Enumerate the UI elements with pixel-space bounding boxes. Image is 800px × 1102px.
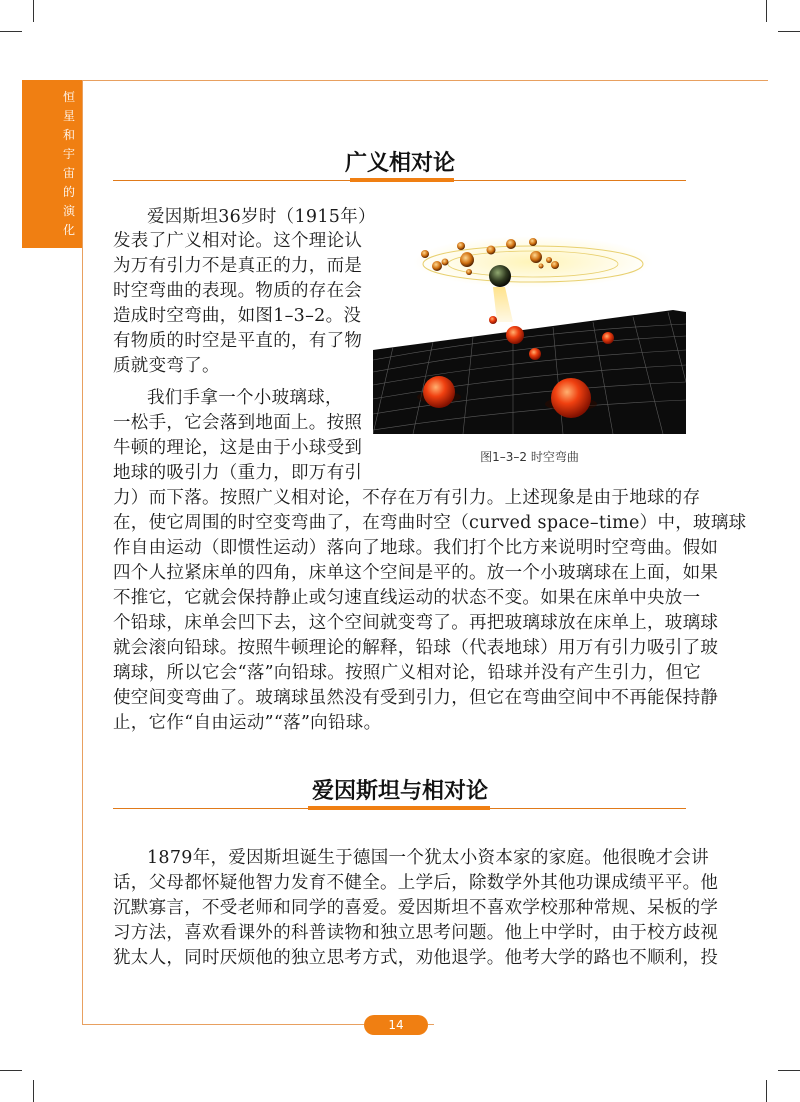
body-line: 时空弯曲的表现。物质的存在会 [113,281,363,301]
body-line: 使空间变弯曲了。玻璃球虽然没有受到引力，但它在弯曲空间中不再能保持静 [113,688,719,708]
crop-mark [33,0,34,22]
side-tab-char: 演 [62,204,75,218]
spacetime-figure [373,232,686,434]
section-title: 广义相对论 [344,151,455,176]
side-tab-char: 的 [62,185,75,199]
crop-mark [0,31,22,32]
body-line: 就会滚向铅球。按照牛顿理论的解释，铅球（代表地球）用万有引力吸引了玻 [113,638,719,658]
body-line: 有物质的时空是平直的，有了物 [113,331,363,351]
crop-mark [766,1080,767,1102]
section-title: 爱因斯坦与相对论 [311,779,488,804]
side-tab-char: 宙 [62,166,75,180]
body-line: 习方法，喜欢看课外的科普读物和独立思考问题。他上中学时，由于校方歧视 [113,923,719,943]
page-number: 14 [364,1015,428,1035]
crop-mark [778,31,800,32]
side-tab-char: 星 [62,109,75,123]
body-line: 在，使它周围的时空变弯曲了，在弯曲时空（curved space–time）中，玻璃球 [113,513,747,533]
body-line: 爱因斯坦36岁时（1915年） [147,207,376,227]
body-line: 四个人拉紧床单的四角，床单这个空间是平的。放一个小玻璃球在上面，如果 [113,563,719,583]
body-line: 个铅球，床单会凹下去，这个空间就变弯了。再把玻璃球放在床单上，玻璃球 [113,613,719,633]
frame-bottom-line [428,1024,434,1025]
body-line: 犹太人，同时厌烦他的独立思考方式，劝他退学。他考大学的路也不顺利，投 [113,948,719,968]
crop-mark [766,0,767,22]
side-tab-char: 和 [62,128,75,142]
spacetime-illustration [373,232,686,434]
side-tab-char: 宇 [62,147,75,161]
body-line: 发表了广义相对论。这个理论认 [113,231,363,251]
side-tab-char: 化 [62,223,75,237]
body-line: 沉默寡言，不受老师和同学的喜爱。爱因斯坦不喜欢学校那种常规、呆板的学 [113,898,719,918]
body-line: 话，父母都怀疑他智力发育不健全。上学后，除数学外其他功课成绩平平。他 [113,873,719,893]
body-line: 我们手拿一个小玻璃球， [147,388,343,408]
frame-bottom-line [82,1024,364,1025]
frame-top-line [22,80,768,81]
body-line: 不推它，它就会保持静止或匀速直线运动的状态不变。如果在床单中央放一 [113,588,701,608]
body-line: 牛顿的理论，这是由于小球受到 [113,438,363,458]
body-line: 地球的吸引力（重力，即万有引 [113,463,363,483]
body-line: 为万有引力不是真正的力，而是 [113,256,363,276]
body-line: 作自由运动（即惯性运动）落向了地球。我们打个比方来说明时空弯曲。假如 [113,538,719,558]
body-line: 1879年，爱因斯坦诞生于德国一个犹太小资本家的家庭。他很晚才会讲 [147,848,709,868]
body-line: 一松手，它会落到地面上。按照 [113,413,363,433]
body-line: 璃球，所以它会“落”向铅球。按照广义相对论，铅球并没有产生引力，但它 [113,663,702,683]
body-line: 造成时空弯曲，如图1–3–2。没 [113,306,362,326]
section-accent-bar [350,178,454,182]
crop-mark [33,1080,34,1102]
body-line: 止，它作“自由运动”“落”向铅球。 [113,713,382,733]
figure-caption: 图1–3–2 时空弯曲 [480,450,579,464]
crop-mark [778,1070,800,1071]
frame-left-line [82,80,83,1025]
section-accent-bar [308,806,490,810]
body-line: 力）而下落。按照广义相对论，不存在万有引力。上述现象是由于地球的存 [113,488,701,508]
crop-mark [0,1070,22,1071]
body-line: 质就变弯了。 [113,356,220,376]
side-tab-char: 恒 [62,90,75,104]
